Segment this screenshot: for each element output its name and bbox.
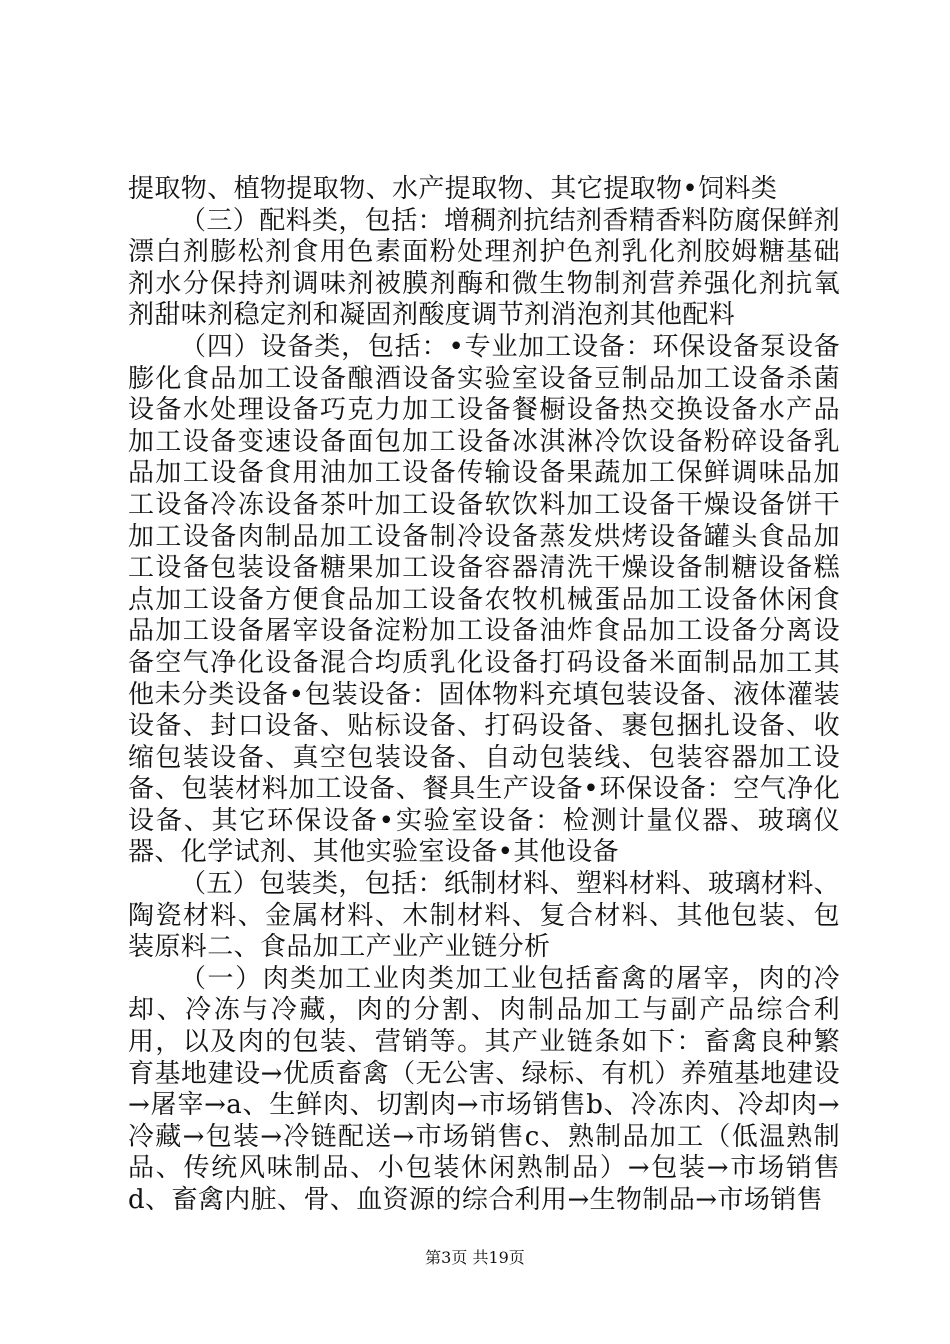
- document-body: [128, 174, 840, 1217]
- page-footer: 第3页 共19页: [425, 1248, 525, 1267]
- paragraph-ingredients: （三）配料类，包括：增稠剂抗结剂香精香料防腐保鲜剂漂白剂膨松剂食用色素面粉处理剂护色剂乳化剂胶姆糖基础剂水分保持剂调味剂被膜剂酶和微生物制剂营养强化剂抗氧剂甜味剂稳定剂和凝固剂酸度调节剂消泡剂其他配料: [128, 205, 841, 331]
- paragraph-continuation: 提取物、植物提取物、水产提取物、其它提取物•饲料类: [128, 174, 778, 204]
- paragraph-packaging: （五）包装类，包括：纸制材料、塑料材料、玻璃材料、陶瓷材料、金属材料、木制材料、复合材料、其他包装、包装原料二、食品加工产业产业链分析: [128, 869, 841, 963]
- paragraph-equipment: （四）设备类，包括：•专业加工设备：环保设备泵设备膨化食品加工设备酿酒设备实验室设备豆制品加工设备杀菌设备水处理设备巧克力加工设备餐橱设备热交换设备水产品加工设备变速设备面包加工设备冰淇淋冷饮设备粉碎设备乳品加工设备食用油加工设备传输设备果蔬加工保鲜调味品加工设备冷冻设备茶叶加工设备软饮料加工设备干燥设备饼干加工设备肉制品加工设备制冷设备蒸发烘烤设备罐头食品加工设备包装设备糖果加工设备容器清洗干燥设备制糖设备糕点加工设备方便食品加工设备农牧机械蛋品加工设备休闲食品加工设备屠宰设备淀粉加工设备油炸食品加工设备分离设备空气净化设备混合均质乳化设备打码设备米面制品加工其他未分类设备•包装设备：固体物料充填包装设备、液体灌装设备、封口设备、贴标设备、打码设备、裹包捆扎设备、收缩包装设备、真空包装设备、自动包装线、包装容器加工设备、包装材料加工设备、餐具生产设备•环保设备：空气净化设备、其它环保设备•实验室设备：检测计量仪器、玻璃仪器、化学试剂、其他实验室设备•其他设备: [128, 331, 840, 868]
- paragraph-meat-processing: （一）肉类加工业肉类加工业包括畜禽的屠宰，肉的冷却、冷冻与冷藏，肉的分割、肉制品加工与副产品综合利用，以及肉的包装、营销等。其产业链条如下：畜禽良种繁育基地建设→优质畜禽（无公害、绿标、有机）养殖基地建设→屠宰→a、生鲜肉、切割肉→市场销售b、冷冻肉、冷却肉→冷藏→包装→冷链配送→市场销售c、熟制品加工（低温熟制品、传统风味制品、小包装休闲熟制品）→包装→市场销售d、畜禽内脏、骨、血资源的综合利用→生物制品→市场销售: [128, 963, 840, 1215]
